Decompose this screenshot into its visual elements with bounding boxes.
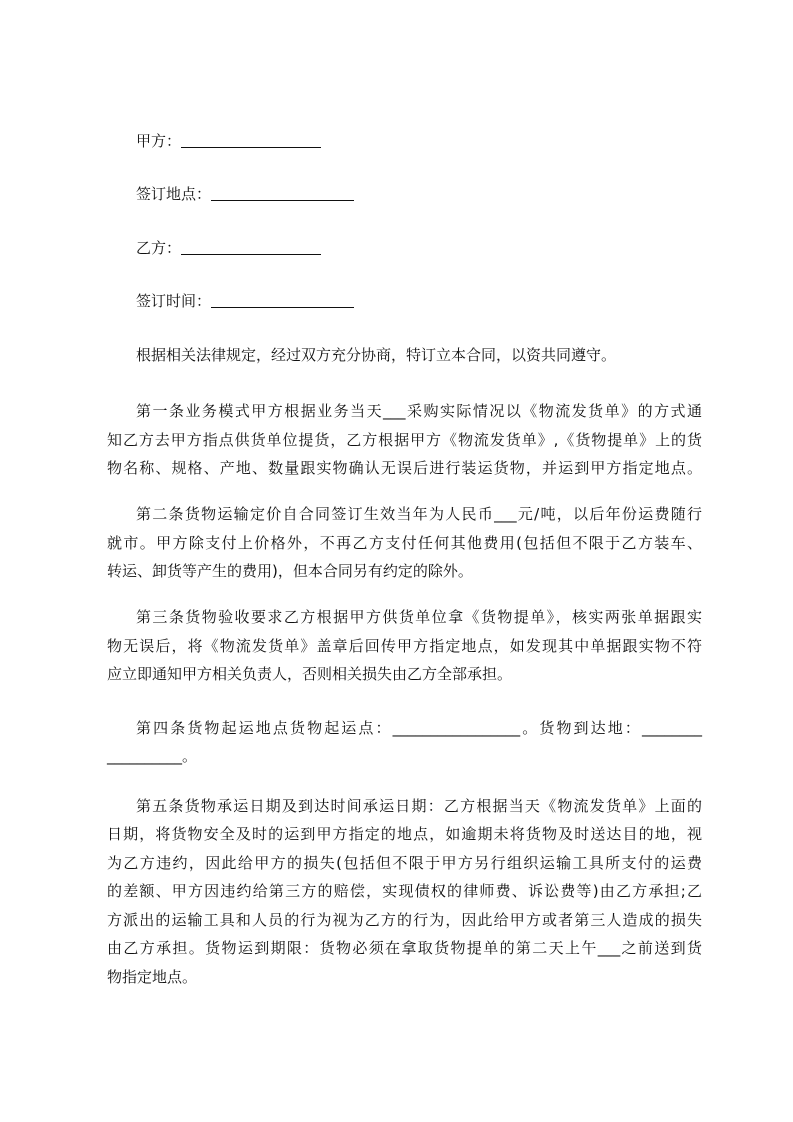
- party-a-blank: [181, 133, 321, 148]
- clause-line: 就市。甲方除支付上价格外，不再乙方支付任何其他费用(包括但不限于乙方装车、: [107, 534, 702, 552]
- clause-line: 知乙方去甲方指点供货单位提货，乙方根据甲方《物流发货单》,《货物提单》上的货: [107, 431, 702, 449]
- clause-line: 方派出的运输工具和人员的行为视为乙方的行为，因此给甲方或者第三人造成的损失: [107, 911, 702, 929]
- party-b-blank: [181, 240, 321, 255]
- signing-place-field: [136, 184, 354, 204]
- party-a-field: [136, 131, 321, 151]
- clause-line: 第一条业务模式甲方根据业务当天___采购实际情况以《物流发货单》的方式通: [136, 402, 702, 420]
- clause-line: 转运、卸货等产生的费用)，但本合同另有约定的除外。: [107, 562, 473, 580]
- signing-time-blank: [211, 293, 354, 308]
- clause-line: 物无误后，将《物流发货单》盖章后回传甲方指定地点，如发现其中单据跟实物不符: [107, 637, 702, 655]
- clause-line: 物名称、规格、产地、数量跟实物确认无误后进行装运货物，并运到甲方指定地点。: [107, 459, 702, 477]
- clause-line: 第三条货物验收要求乙方根据甲方供货单位拿《货物提单》，核实两张单据跟实: [136, 608, 702, 626]
- signing-place-label: 签订地点：: [136, 185, 212, 203]
- clause-line: 由乙方承担。货物运到期限：货物必须在拿取货物提单的第二天上午___之前送到货: [107, 939, 702, 957]
- clause-line: 第四条货物起运地点货物起运点：_________________。货物到达地：________: [136, 719, 702, 737]
- clause-line: 日期，将货物安全及时的运到甲方指定的地点，如逾期未将货物及时送达目的地，视: [107, 825, 702, 843]
- clause-line: 的差额、甲方因违约给第三方的赔偿，实现债权的律师费、诉讼费等)由乙方承担;乙: [107, 882, 702, 900]
- party-b-label: 乙方：: [136, 239, 182, 257]
- party-b-field: [136, 238, 321, 258]
- signing-time-label: 签订时间：: [136, 292, 212, 310]
- signing-time-field: [136, 291, 354, 311]
- signing-place-blank: [211, 186, 354, 201]
- clause-line: 第五条货物承运日期及到达时间承运日期：乙方根据当天《物流发货单》上面的: [136, 797, 702, 815]
- clause-line: __________。: [107, 747, 198, 765]
- intro-paragraph: 根据相关法律规定，经过双方充分协商，特订立本合同，以资共同遵守。: [136, 346, 617, 364]
- party-a-label: 甲方：: [136, 132, 182, 150]
- clause-line: 物指定地点。: [107, 968, 198, 986]
- clause-line: 应立即通知甲方相关负责人，否则相关损失由乙方全部承担。: [107, 665, 513, 683]
- clause-line: 为乙方违约，因此给甲方的损失(包括但不限于甲方另行组织运输工具所支付的运费: [107, 854, 702, 872]
- clause-line: 第二条货物运输定价自合同签订生效当年为人民币___元/吨，以后年份运费随行: [136, 505, 702, 523]
